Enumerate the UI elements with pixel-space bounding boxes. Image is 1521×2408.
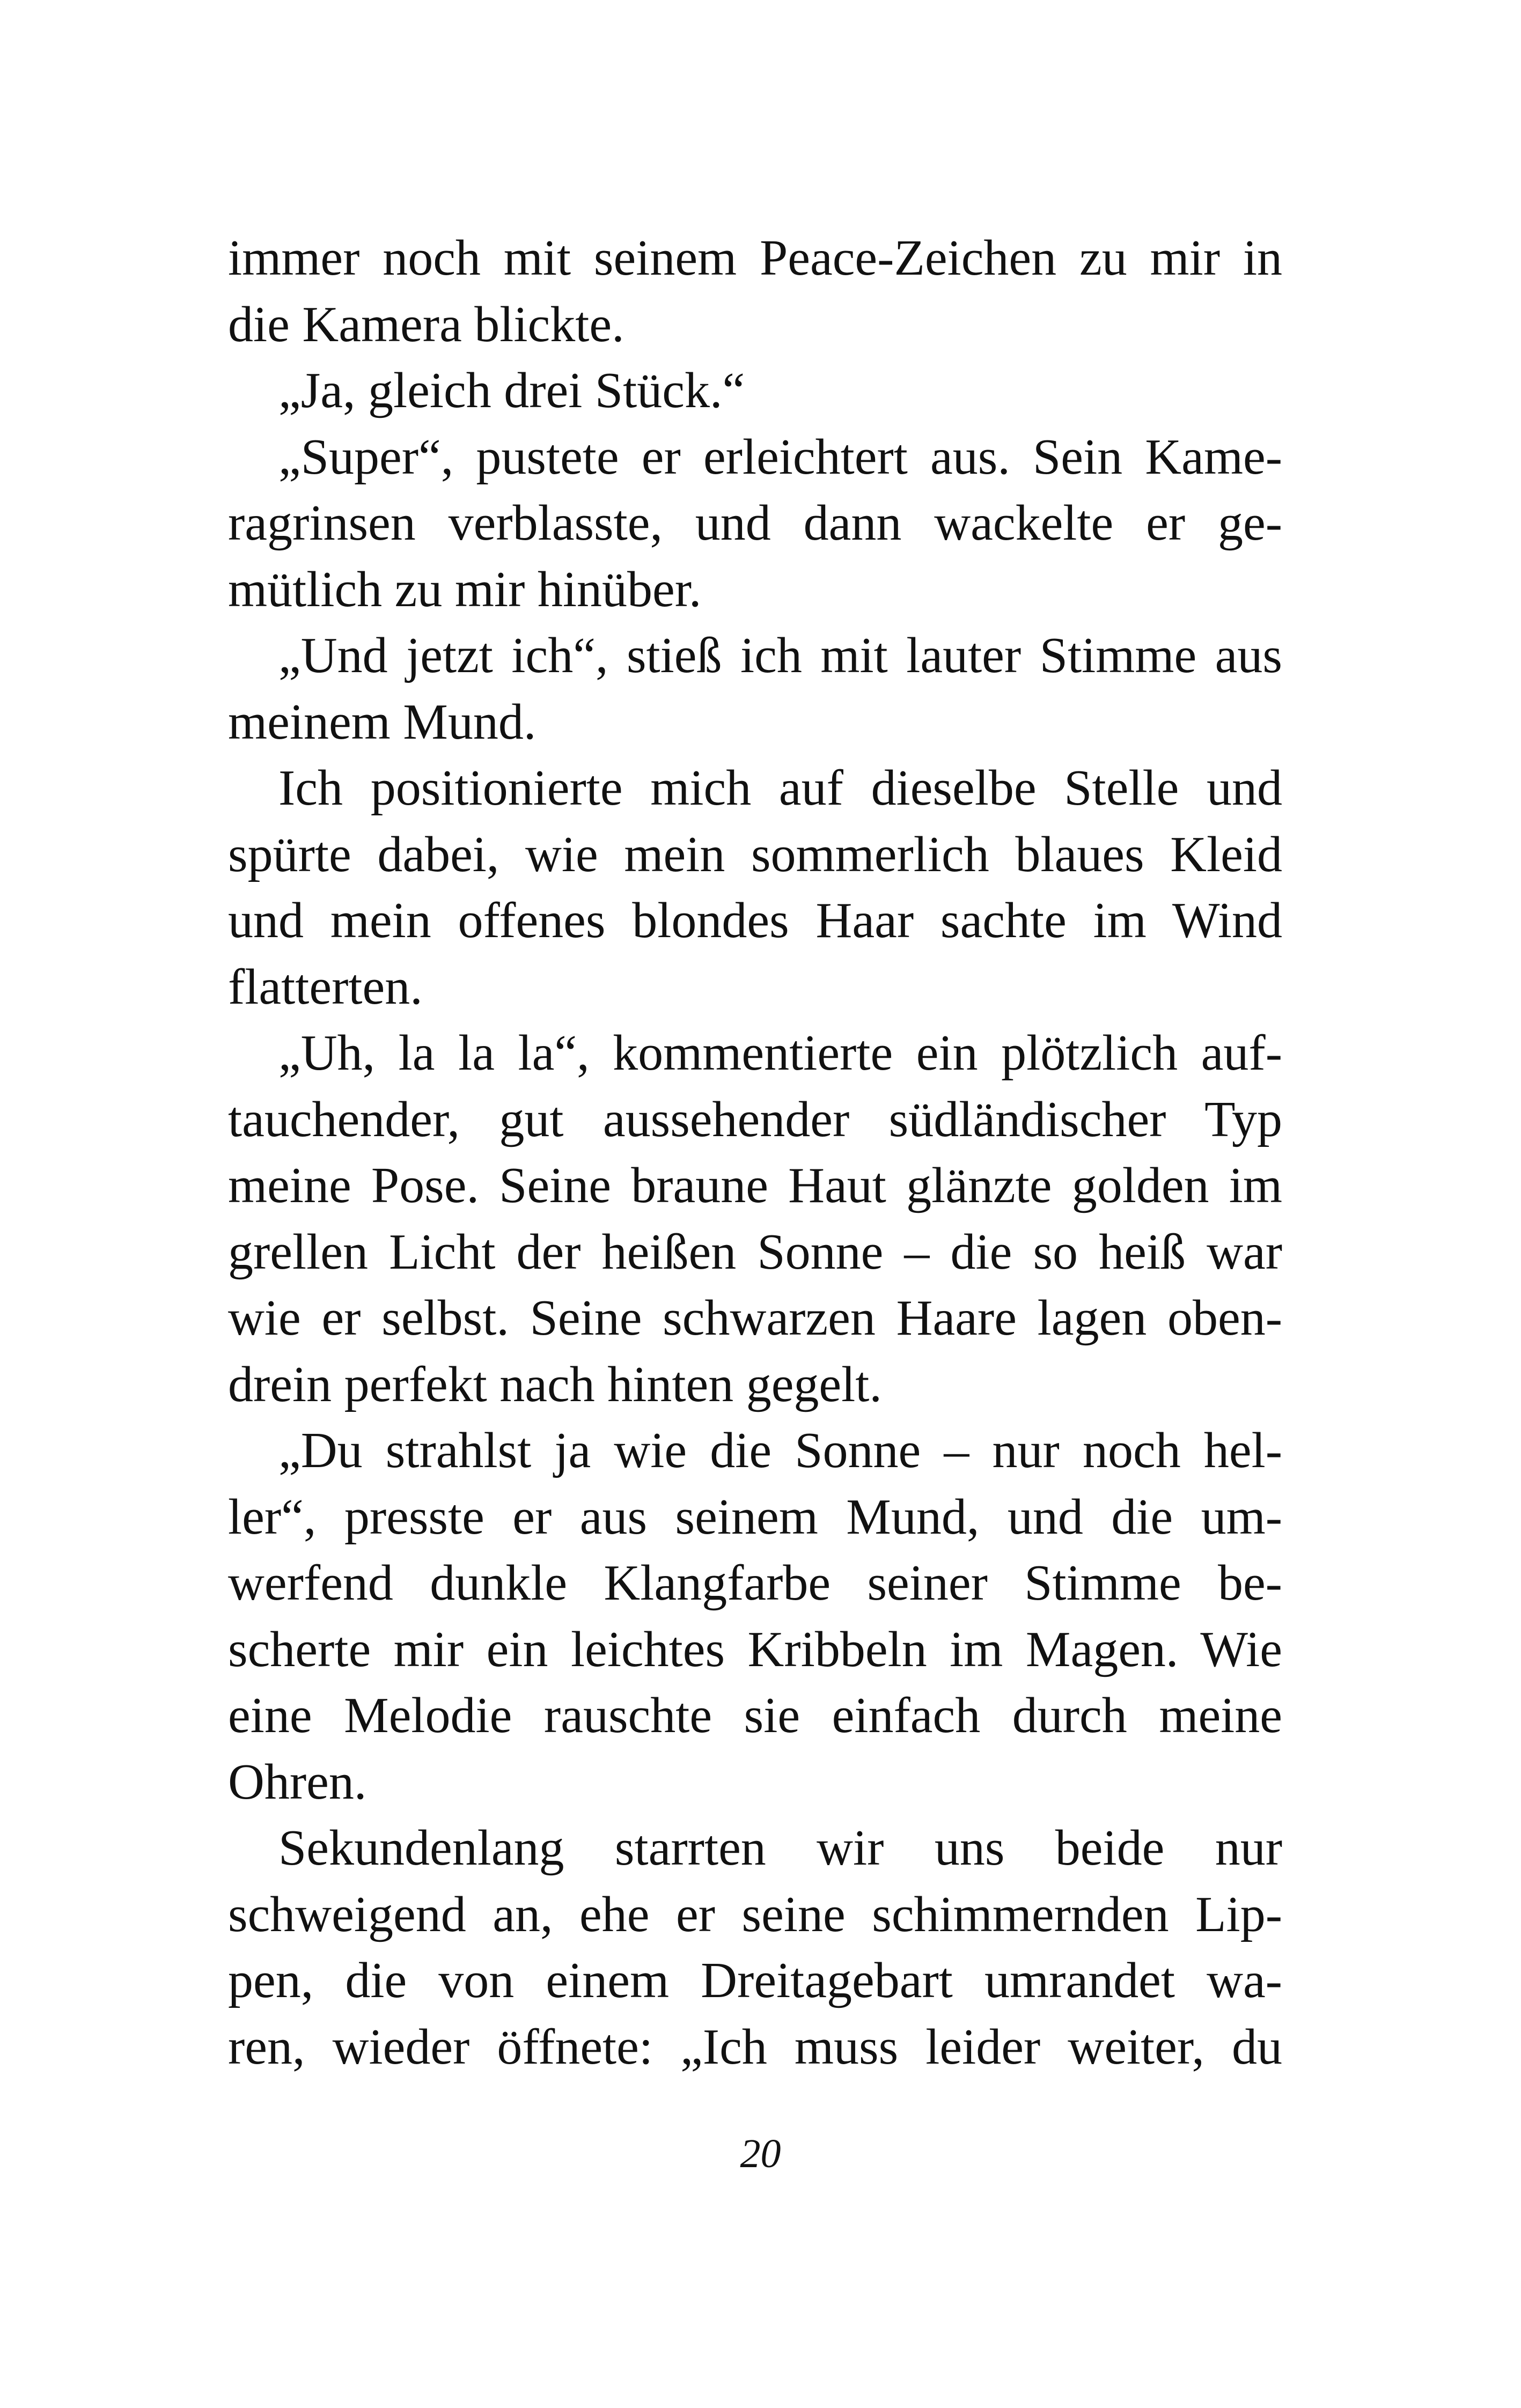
text-line: flatterten. (228, 959, 423, 1015)
text-line: Ohren. (228, 1754, 367, 1810)
text-line: wie er selbst. Seine schwarzen Haare lagen oben- (228, 1290, 1282, 1346)
text-line: schweigend an, ehe er seine schimmernden Lip- (228, 1886, 1282, 1942)
text-line: drein perfekt nach hinten gegelt. (228, 1356, 882, 1412)
text-line: spürte dabei, wie mein sommerlich blaues Kleid (228, 826, 1282, 882)
text-line: immer noch mit seinem Peace-Zeichen zu mir in (228, 230, 1282, 286)
text-line: meine Pose. Seine braune Haut glänzte golden im (228, 1158, 1282, 1213)
text-line: werfend dunkle Klangfarbe seiner Stimme be- (228, 1555, 1282, 1611)
text-line: pen, die von einem Dreitagebart umrandet wa- (228, 1953, 1282, 2008)
text-line: „Du strahlst ja wie die Sonne – nur noch hel- (278, 1423, 1282, 1478)
text-line: und mein offenes blondes Haar sachte im Wind (228, 893, 1282, 948)
text-line: scherte mir ein leichtes Kribbeln im Magen. Wie (228, 1621, 1282, 1677)
text-line: eine Melodie rauschte sie einfach durch meine (228, 1688, 1282, 1743)
text-line: ragrinsen verblasste, und dann wackelte er ge- (228, 495, 1282, 551)
body-text (228, 225, 1282, 2080)
text-line: meinem Mund. (228, 694, 537, 750)
text-line: die Kamera blickte. (228, 296, 624, 352)
text-line: grellen Licht der heißen Sonne – die so heiß war (228, 1224, 1282, 1280)
text-line: tauchender, gut aussehender südländischer Typ (228, 1091, 1282, 1147)
text-line: „Und jetzt ich“, stieß ich mit lauter Stimme aus (278, 628, 1282, 683)
text-line: „Super“, pustete er erleichtert aus. Sein Kame- (278, 429, 1282, 485)
page-number: 20 (740, 2131, 781, 2176)
text-line: ler“, presste er aus seinem Mund, und die um- (228, 1489, 1282, 1545)
text-line: Ich positionierte mich auf dieselbe Stelle und (278, 760, 1282, 816)
text-line: mütlich zu mir hinüber. (228, 561, 702, 617)
text-line: „Uh, la la la“, kommentierte ein plötzlich auf- (278, 1025, 1282, 1081)
text-line: „Ja, gleich drei Stück.“ (278, 363, 745, 418)
text-line: ren, wieder öffnete: „Ich muss leider weiter, du (228, 2019, 1282, 2075)
text-line: Sekundenlang starrten wir uns beide nur (278, 1820, 1282, 1876)
